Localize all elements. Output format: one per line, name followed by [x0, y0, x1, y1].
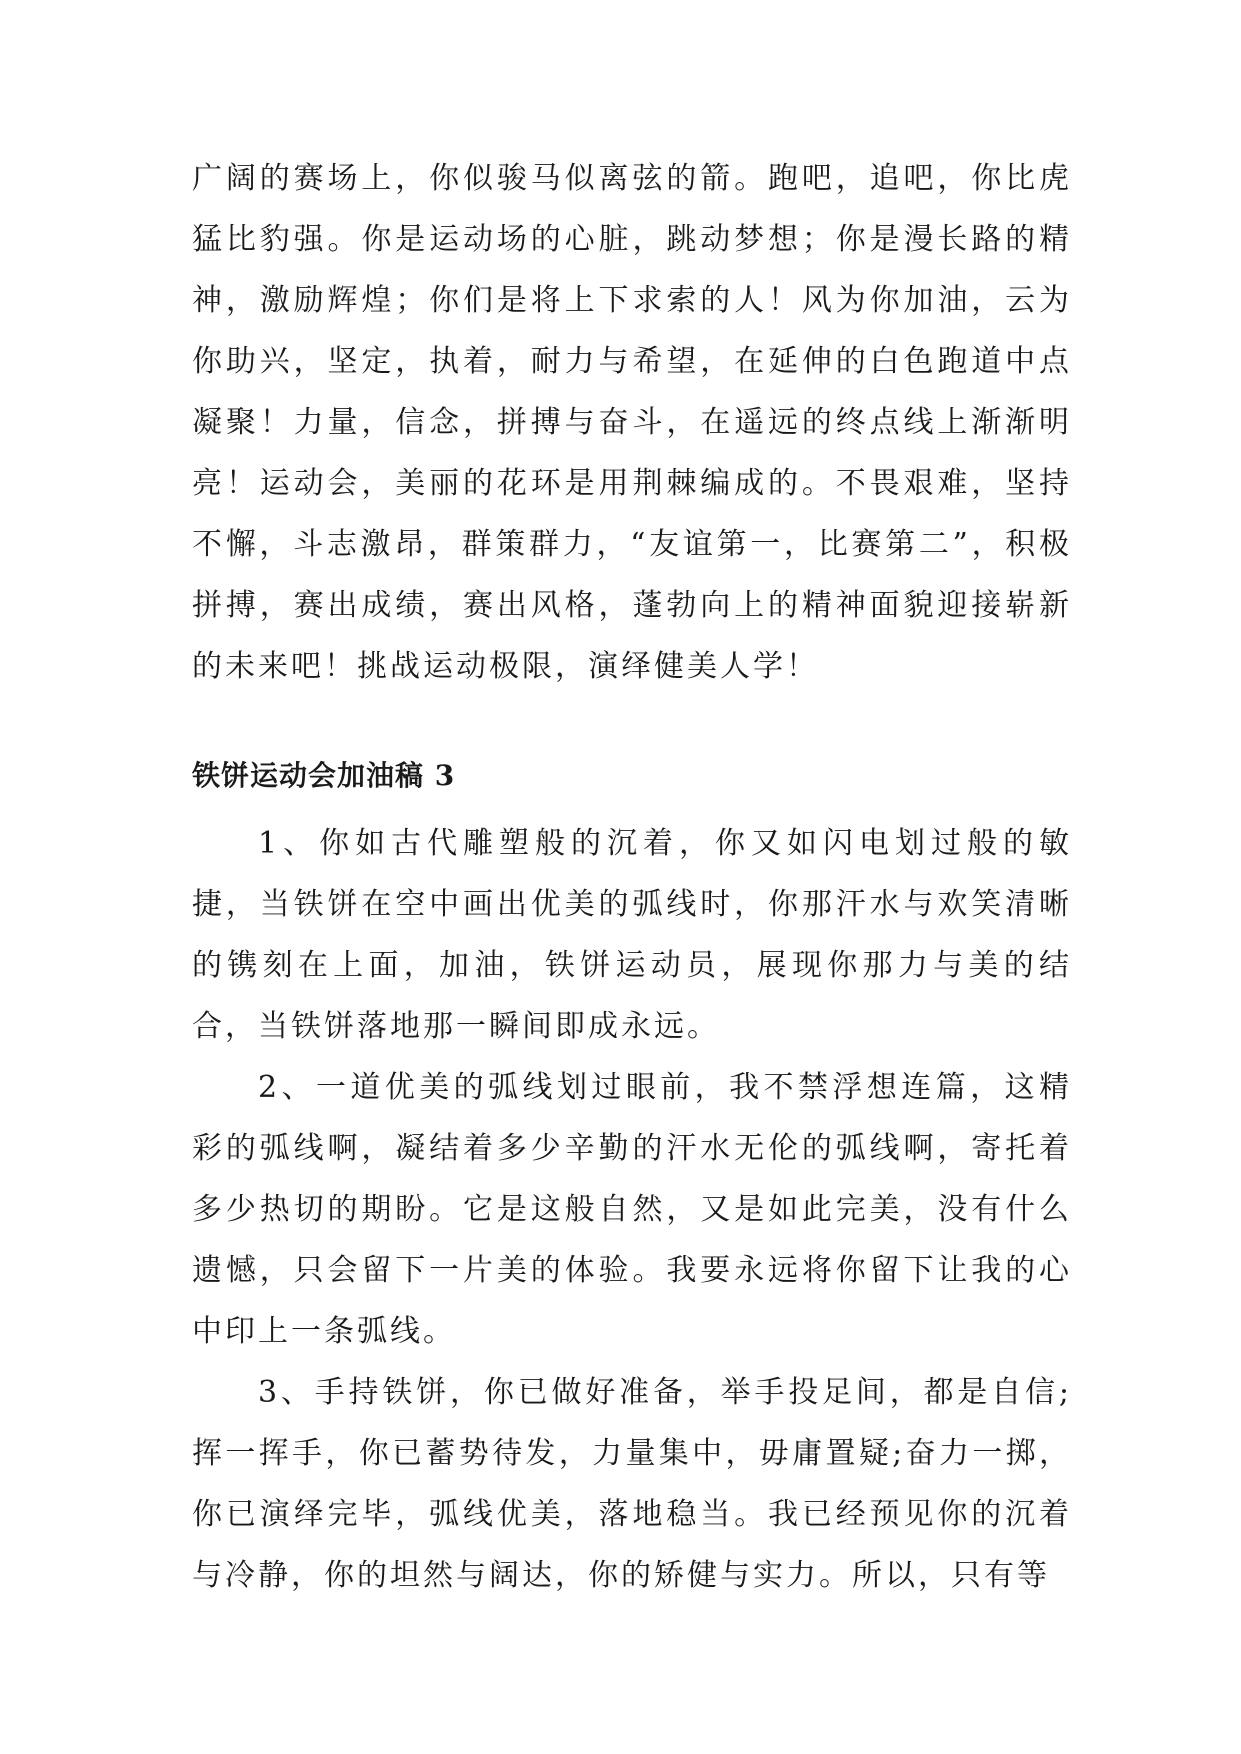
list-item-2: 2、一道优美的弧线划过眼前，我不禁浮想连篇，这精彩的弧线啊，凝结着多少辛勤的汗水无伦的弧线啊，寄托着多少热切的期盼。它是这般自然，又是如此完美，没有什么遗憾，只会留下一片美的体验。我要永远将你留下让我的心中印上一条弧线。	[192, 1070, 1072, 1349]
section-title: 铁饼运动会加油稿 3	[192, 759, 456, 792]
intro-paragraph: 广阔的赛场上，你似骏马似离弦的箭。跑吧，追吧，你比虎猛比豹强。你是运动场的心脏，跳动梦想；你是漫长路的精神，激励辉煌；你们是将上下求索的人！风为你加油，云为你助兴，坚定，执着，耐力与希望，在延伸的白色跑道中点凝聚！力量，信念，拼搏与奋斗，在遥远的终点线上渐渐明亮！运动会，美丽的花环是用荆棘编成的。不畏艰难，坚持不懈，斗志激昂，群策群力，“友谊第一，比赛第二”，积极拼搏，赛出成绩，赛出风格，蓬勃向上的精神面貌迎接崭新的未来吧！挑战运动极限，演绎健美人学！	[192, 161, 1072, 684]
list-item-3: 3、手持铁饼，你已做好准备，举手投足间，都是自信;挥一挥手，你已蓄势待发，力量集中，毋庸置疑;奋力一掷，你已演绎完毕，弧线优美，落地稳当。我已经预见你的沉着与冷静，你的坦然与阔达，你的矫健与实力。所以，只有等	[192, 1375, 1072, 1593]
list-item-1: 1、你如古代雕塑般的沉着，你又如闪电划过般的敏捷，当铁饼在空中画出优美的弧线时，你那汗水与欢笑清晰的镌刻在上面，加油，铁饼运动员，展现你那力与美的结合，当铁饼落地那一瞬间即成永远。	[192, 826, 1072, 1044]
document-page	[192, 148, 1072, 1606]
